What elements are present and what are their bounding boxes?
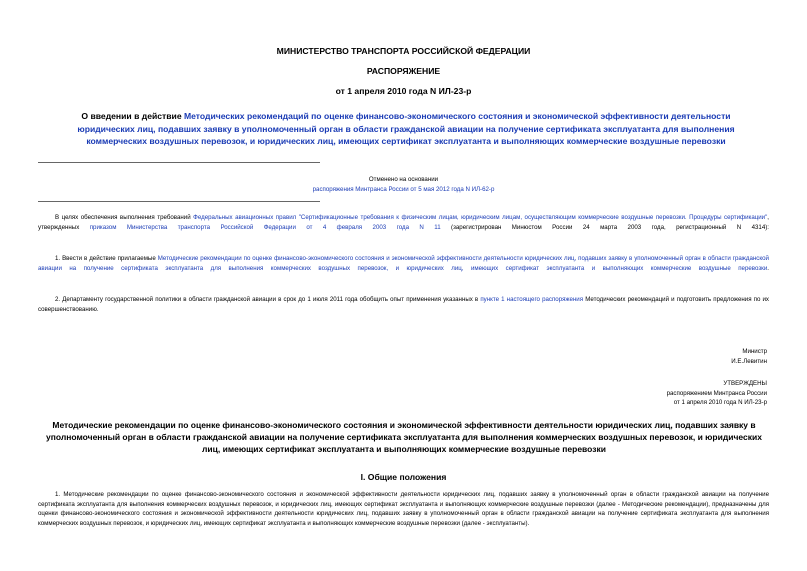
item-2-text-1: 2. Департаменту государственной политики в области гражданской авиации в срок до 1 июля 2011 года обобщить опыт применения указанных в xyxy=(55,296,481,303)
title-recommendations-link[interactable]: Методических рекомендаций по оценке финансово-экономического состояния и экономической эффективности деятельности юридических лиц, подавших заявку в уполномоченный орган в области гражданской авиации на получение сертификата эксплуатанта для выполнения коммерческих воздушных перевозок, и юридических лиц, имеющих сертификат эксплуатанта и выполняющих коммерческие воздушные перевозки xyxy=(77,111,735,147)
cancelling-order-link[interactable]: распоряжения Минтранса России от 5 мая 2012 года N ИЛ-62-р xyxy=(312,185,495,193)
signature-block xyxy=(731,347,767,366)
item-1-paragraph xyxy=(38,254,769,283)
section-heading: I. Общие положения xyxy=(360,472,447,482)
ministry-heading: МИНИСТЕРСТВО ТРАНСПОРТА РОССИЙСКОЙ ФЕДЕРАЦИИ xyxy=(276,46,531,56)
signer-name: И.Е.Левитин xyxy=(731,357,767,365)
federal-rules-link[interactable]: Федеральных авиационных правил "Сертификационные требования к физическим лицам, юридическим лицам, осуществляющим коммерческие воздушные перевозки. Процедуры сертификации" xyxy=(193,214,768,221)
section-1-paragraph-1: 1. Методические рекомендации по оценке финансово-экономического состояния и экономической эффективности деятельности юридических лиц, подавших заявку в уполномоченный орган в области гражданской авиации на получение сертификата эксплуатанта для выполнения коммерческих воздушных перевозок, и юридических лиц, имеющих сертификат эксплуатанта и выполняющих коммерческие воздушные перевозки (далее - Методические рекомендации), предназначены для оценки финансово-экономического состояния и экономической эффективности деятельности юридических лиц, подавших заявку в уполномоченный орган в области гражданской авиации на получение сертификата эксплуатанта для выполнения коммерческих воздушных перевозок, и юридических лиц, имеющих сертификат эксплуатанта и выполняющих коммерческие воздушные перевозки (далее - эксплуатанты). xyxy=(38,491,769,527)
document-type: РАСПОРЯЖЕНИЕ xyxy=(366,66,441,76)
signer-position: Министр xyxy=(742,348,767,355)
preamble-text-1: В целях обеспечения выполнения требований xyxy=(55,214,194,221)
preamble-paragraph xyxy=(38,213,769,242)
item-1-text: 1. Ввести в действие прилагаемые xyxy=(55,255,158,262)
item-1-recommendations-link[interactable]: Методические рекомендации по оценке финансово-экономического состояния и экономической эффективности деятельности юридических лиц, подавших заявку в уполномоченный орган в области гражданской авиации на получение сертификата эксплуатанта для выполнения коммерческих воздушных перевозок, и юридических лиц, имеющих сертификат эксплуатанта и выполняющих коммерческие воздушные перевозки xyxy=(38,255,769,272)
item-1-reference-link[interactable]: пункте 1 настоящего распоряжения xyxy=(480,296,584,303)
title-prefix: О введении в действие xyxy=(81,111,184,121)
approval-date: от 1 апреля 2010 года N ИЛ-23-р xyxy=(673,399,767,407)
ministry-order-link[interactable]: приказом Министерства транспорта Российской Федерации от 4 февраля 2003 года N 11 xyxy=(89,223,441,231)
divider-top xyxy=(38,162,320,163)
item-2-text-2: Методических рекомендаций и подготовить предложения по их совершенствованию. xyxy=(38,296,770,313)
cancelled-label: Отменено на основании xyxy=(368,176,439,183)
item-2-paragraph xyxy=(38,295,769,314)
document-date-number: от 1 апреля 2010 года N ИЛ-23-р xyxy=(335,86,472,96)
item-1-end: . xyxy=(767,264,769,272)
cancelled-note xyxy=(0,175,807,194)
document-title xyxy=(58,110,754,148)
preamble-text-2: , утвержденных xyxy=(38,214,770,231)
approval-line-2: распоряжением Минтранса России xyxy=(666,389,767,397)
divider-bottom xyxy=(38,201,320,202)
approval-label: УТВЕРЖДЕНЫ xyxy=(723,380,767,387)
approval-stamp xyxy=(667,379,767,408)
appendix-title: Методические рекомендации по оценке финансово-экономического состояния и экономической эффективности деятельности юридических лиц, подавших заявку в уполномоченный орган в области гражданской авиации на получение сертификата эксплуатанта для выполнения коммерческих воздушных перевозок, и юридических лиц, имеющих сертификат эксплуатанта и выполняющих коммерческие воздушные перевозки xyxy=(46,420,762,455)
preamble-text-3: (зарегистрирован Минюстом России 24 марта 2003 года, регистрационный N 4314): xyxy=(440,223,770,231)
